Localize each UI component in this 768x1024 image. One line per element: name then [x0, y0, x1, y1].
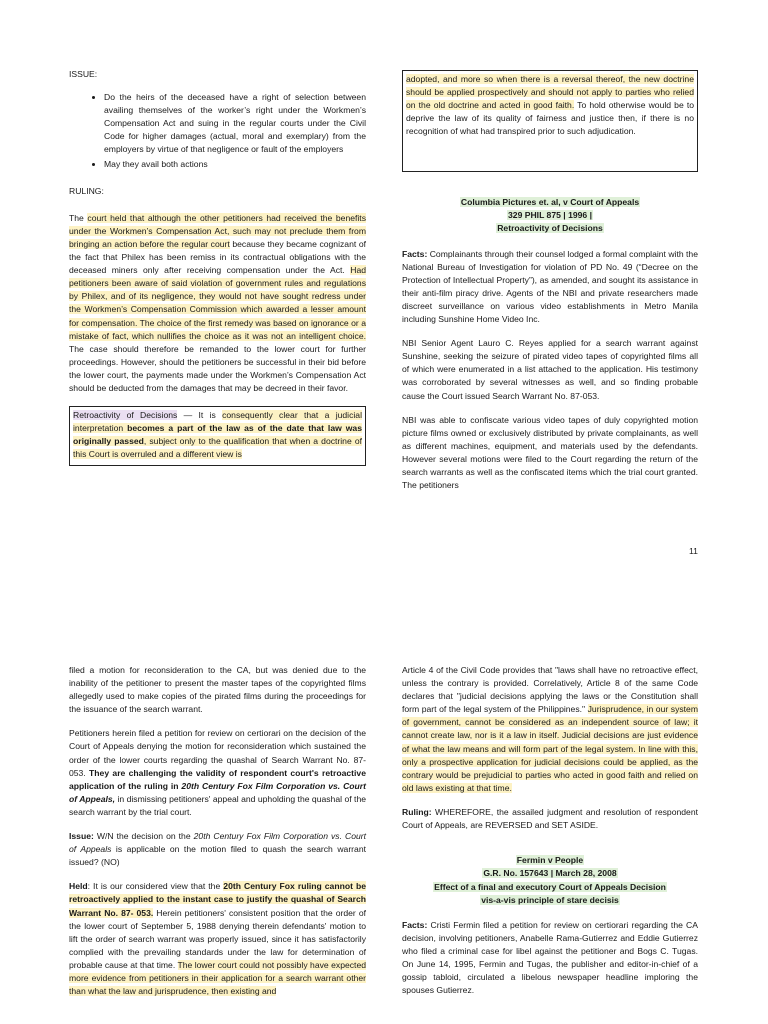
highlighted-text: court held that although the other petitioners had received the benefits under the Workmen’s Compensation Act, such may not preclude them from bringing an action before the regular court: [69, 212, 366, 249]
highlighted-text: Retroactivity of Decisions: [73, 410, 178, 421]
case-title: Columbia Pictures et. al, v Court of Appeals: [460, 197, 640, 207]
text-run: The: [69, 212, 88, 223]
paragraph: NBI Senior Agent Lauro C. Reyes applied for a search warrant against Sunshine, seeking the seizure of pirated video tapes of copyrighted films all of which were enumerated in a list attached to the application. His testimony was corroborated by several witnesses as well, and so finding probable cause the Court issued Search Warrant No. 87-053.: [402, 338, 698, 401]
highlighted-text: , subject only to the qualification that when a doctrine of this Court is overruled and a different view is: [73, 436, 362, 460]
highlighted-text: Jurisprudence, in our system of government, cannot be considered as an independent source of law; it cannot create law, nor is it a law in itself. Judicial decisions are just evidence of what the law means and will form part of the legal system. In line with this, only a prospective application for judicial decisions could be applied, as the contrary would be prejudicial to parties who acted in good faith and relied on old laws existing at that time.: [402, 704, 698, 793]
list-item: • May they avail both actions: [104, 158, 366, 171]
right-column: [402, 70, 698, 503]
text-run: because they became cognizant of the fact that Philex has been remiss in its contractual obligations with the deceased miners only after receiving compensation under the Act.: [69, 238, 366, 276]
left-column: [69, 68, 366, 466]
case-citation: 329 PHIL 875 | 1996 |: [508, 210, 592, 221]
text-run: WHEREFORE, the assailed judgment and resolution of respondent Court of Appeals, are REVERSED and SET ASIDE.: [402, 806, 698, 831]
ruling-heading: RULING:: [69, 185, 104, 196]
page-number: 11: [689, 546, 698, 556]
ruling-paragraph: [402, 806, 698, 832]
bold-text: They are challenging the validity of respondent court's retroactive application of the ruling in: [69, 767, 366, 791]
left-column-bottom: [69, 664, 366, 1009]
text-run: — It is: [177, 410, 223, 421]
text-run: To hold otherwise would be to deprive the law of its quality of fairness and justice then, if there is no recognition of what had transpired prior to such adjudication.: [406, 100, 694, 137]
paragraph: filed a motion for reconsideration to the CA, but was denied due to the inability of the petitioner to present the master tapes of the copyrighted films allegedly used to make copies of the pirated films during the proceedings for the issuance of the search warrant.: [69, 665, 366, 715]
text-run: Herein petitioners' consistent position that the order of the lower court of September 5, 1988 denying therein defendants' motion to lift the order of search warrant was properly issued, since it has satisfactorily complied with the prevailing standards under the law for determination of probable cause at that time.: [69, 907, 367, 970]
case-topic: Retroactivity of Decisions: [497, 223, 603, 234]
text-run: Complainants through their counsel lodged a formal complaint with the National Bureau of Investigation for violation of PD No. 49 (“Decree on the Protection of Intellectual Property”), as amended, and sought its assistance in their anti-film piracy drive. Agents of the NBI and private researchers made discreet surveillance on various video establishments in Metro Manila including Sunshine Home Video Inc.: [402, 248, 698, 325]
facts-label: Facts:: [402, 248, 428, 259]
held-label: Held: [69, 881, 88, 892]
paragraph: [69, 727, 366, 819]
facts-paragraph: [402, 919, 698, 998]
issue-paragraph: [69, 830, 366, 869]
case-title: Fermin v People: [516, 855, 584, 866]
doctrine-box: [402, 70, 698, 172]
text-run: The case should therefore be remanded to the lower court for further proceedings. However, should the petitioners be successful in their bid before the lower court, the payments made under the Workmen’s Compensation Act should be deducted from the damages that may be decreed in their favor.: [69, 343, 366, 393]
case-reference: 20th Century Fox Film Corporation vs. Court of Appeals: [69, 831, 367, 855]
text-run: : It is our considered view that the: [87, 881, 224, 892]
facts-paragraph: [402, 248, 698, 327]
case-reference: 20th Century Fox Film Corporation vs. Court of Appeals,: [69, 780, 366, 804]
case-topic: Effect of a final and executory Court of Appeals Decision: [434, 881, 666, 892]
text-run: Cristi Fermin filed a petition for review on certiorari regarding the CA decision, involving petitioners, Anabelle Rama-Gutierrez and Eddie Gutierrez who filed a criminal case for libel against the petitioner and Bogs C. Tugas. On June 14, 1995, Fermin and Tugas, the publisher and editor-in-chief of a gossip tabloid, circulated a libelous newspaper headline imploring the spouses Gutierrez.: [402, 919, 698, 996]
bold-highlighted-text: 20th Century Fox ruling cannot be retroactively applied to the instant case to justify the quashal of Search Warrant No. 87- 053.: [69, 881, 367, 918]
held-paragraph: [69, 880, 366, 998]
text-run: in dismissing petitioners' appeal and upholding the quashal of the search warrant by the trial court.: [69, 793, 366, 817]
ruling-paragraph: [69, 212, 366, 395]
text-run: Article 4 of the Civil Code provides that "laws shall have no retroactive effect, unless the contrary is provided. Correlatively, Article 8 of the same Code declares that "judicial decisions applying the laws or the Constitution shall form part of the legal system of the Philippines.": [402, 665, 698, 715]
case-topic: vis-a-vis principle of stare decisis: [481, 894, 619, 905]
text-run: Petitioners herein filed a petition for review on certiorari on the decision of the Court of Appeals denying the motion for reconsideration which sustained the order of the lower courts regarding the quashal of Search Warrant No. 87-053.: [69, 728, 366, 778]
highlighted-text: consequently clear that a judicial interpretation: [73, 410, 362, 434]
issue-label: Issue:: [69, 831, 94, 842]
highlighted-text: Had petitioners been aware of said violation of government rules and regulations by Philex, and of its negligence, they would not have sought redress under the Workmen’s Compensation Commission which awarded a lesser amount for compensation. The choice of the first remedy was based on ignorance or a mistake of fact, which nullifies the choice as it was not an intelligent choice.: [69, 265, 366, 341]
text-run: W/N the decision on the: [93, 831, 194, 842]
facts-label: Facts:: [402, 919, 428, 930]
case-citation: G.R. No. 157643 | March 28, 2008: [483, 868, 617, 879]
bold-highlighted-text: becomes a part of the law as of the date that law was originally passed: [73, 423, 362, 447]
paragraph: NBI was able to confiscate various video tapes of duly copyrighted motion picture films owned or exclusively distributed by private complainants, as well as different machines, equipment, and materials used by the defendants. However several motions were filed to the Court regarding the return of the search warrants as well as the confiscated items which the trial court granted. The petitioners: [402, 414, 698, 491]
issue-heading: ISSUE:: [69, 69, 98, 79]
list-item: • Do the heirs of the deceased have a right of selection between availing themselves of the worker’s right under the Workmen’s Compensation Act and suing in the regular courts under the Civil Code for higher damages (actual, moral and exemplary) from the employers by virtue of that negligence or fault of the employers: [104, 91, 366, 156]
text-run: is applicable on the motion filed to quash the search warrant issued? (NO): [69, 844, 366, 868]
right-column-bottom: [402, 664, 698, 1009]
retroactivity-box: [69, 406, 366, 466]
issue-list: [69, 91, 366, 171]
ruling-label: Ruling:: [402, 806, 432, 817]
highlighted-text: The lower court could not possibly have expected more evidence from petitioners in their application for a search warrant other than what the law and jurisprudence, then existing and: [69, 959, 366, 997]
case-header: [402, 854, 698, 907]
paragraph: [402, 664, 698, 795]
highlighted-text: adopted, and more so when there is a reversal thereof, the new doctrine should be applied prospectively and should not apply to parties who relied on the old doctrine and acted in good faith.: [406, 74, 694, 111]
case-header: [402, 196, 698, 236]
